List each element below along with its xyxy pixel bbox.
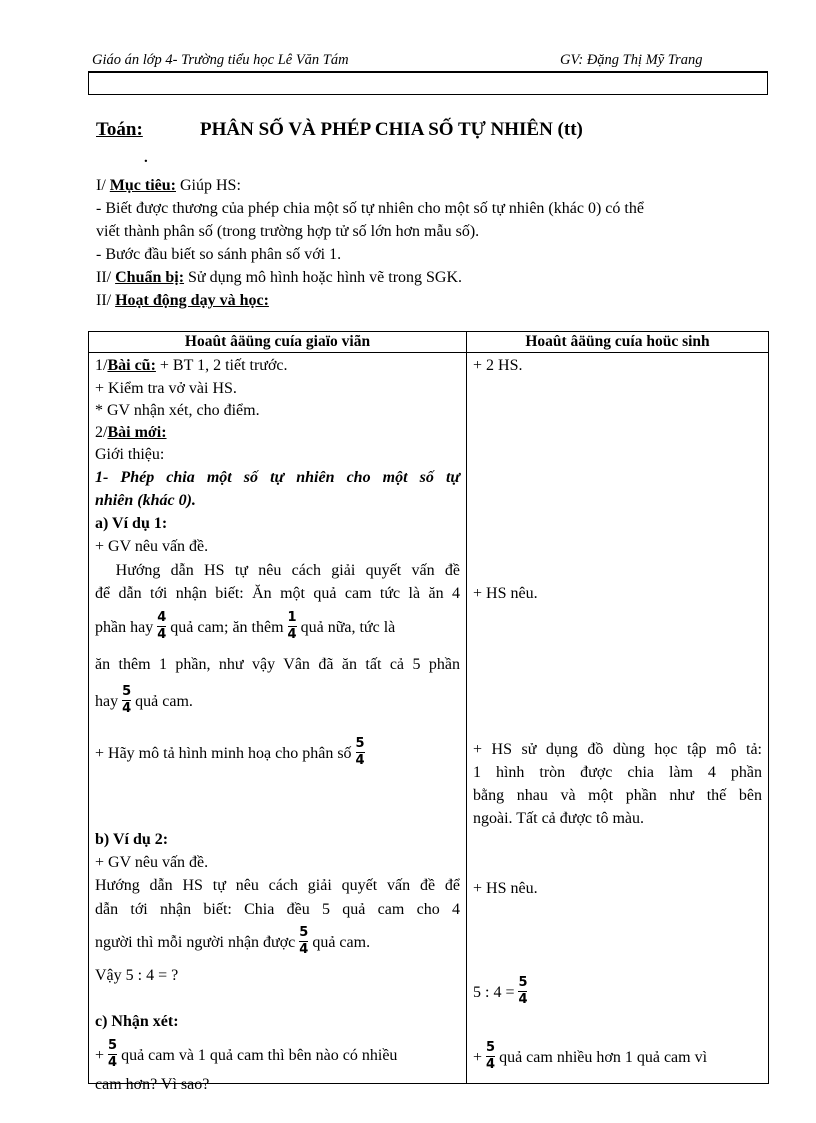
activities-line: II/ Hoạt động dạy và học: (96, 292, 269, 309)
teacher-line: ăn thêm 1 phần, như vậy Vân đã ăn tất cả 5 phần (95, 656, 460, 673)
section-heading: 1- Phép chia một số tự nhiên cho một số tự (95, 469, 460, 486)
header-right: GV: Đặng Thị Mỹ Trang (560, 52, 703, 68)
student-line: + HS nêu. (473, 880, 538, 897)
section-heading: nhiên (khác 0). (95, 492, 196, 509)
fraction: $\frac{5}{4}$ (355, 736, 365, 768)
student-column-header: Hoaût âäüng cuía hoüc sinh (467, 332, 769, 353)
teacher-line: để dẫn tới nhận biết: Ăn một quả cam tức là ăn 4 (95, 585, 460, 602)
teacher-line: + GV nêu vấn đề. (95, 854, 209, 871)
fraction: $\frac{5}{4}$ (486, 1040, 496, 1072)
preparation-line: II/ Chuẩn bị: Sử dụng mô hình hoặc hình vẽ trong SGK. (96, 269, 463, 286)
example-heading: a) Ví dụ 1: (95, 515, 168, 532)
teacher-line: người thì mỗi người nhận được $\frac{5}{4}$ quả cam. (95, 925, 371, 957)
teacher-line: 2/Bài mới: (95, 424, 167, 441)
student-line: + $\frac{5}{4}$ quả cam nhiều hơn 1 quả cam vì (473, 1040, 708, 1072)
activities-label: Hoạt động dạy và học: (115, 292, 269, 309)
teacher-cell (89, 353, 467, 1093)
objective-1a: - Biết được thương của phép chia một số tự nhiên cho một số tự nhiên (khác 0) có thể (96, 200, 644, 217)
fraction: $\frac{5}{4}$ (518, 975, 528, 1007)
preparation-label: Chuẩn bị: (115, 269, 185, 286)
teacher-line: + Hãy mô tả hình minh hoạ cho phân số $\frac{5}{4}$ (95, 736, 365, 768)
header-box (88, 72, 768, 95)
intro-section (96, 174, 756, 312)
fraction: $\frac{5}{4}$ (108, 1038, 118, 1070)
objective-2: - Bước đầu biết so sánh phân số với 1. (96, 246, 342, 263)
student-line: 5 : 4 = $\frac{5}{4}$ (473, 975, 528, 1007)
student-line: + 2 HS. (473, 357, 523, 374)
title-text: PHÂN SỐ VÀ PHÉP CHIA SỐ TỰ NHIÊN (tt) (200, 119, 583, 140)
fraction: $\frac{4}{4}$ (157, 610, 167, 642)
objectives-line: I/ Mục tiêu: Giúp HS: (96, 177, 241, 194)
student-line: + HS sử dụng đồ dùng học tập mô tả: (473, 741, 762, 758)
teacher-line: Hướng dẫn HS tự nêu cách giải quyết vấn đề (95, 562, 460, 579)
teacher-line: dẫn tới nhận biết: Chia đều 5 quả cam cho 4 (95, 901, 460, 918)
fraction: $\frac{5}{4}$ (299, 925, 309, 957)
subject-label: Toán: (96, 119, 143, 140)
student-line: + HS nêu. (473, 585, 538, 602)
teacher-line: phần hay $\frac{4}{4}$ quả cam; ăn thêm $\frac{1}{4}$ quả nữa, tức là (95, 610, 396, 642)
example-heading: c) Nhận xét: (95, 1013, 179, 1030)
teacher-line: * GV nhận xét, cho điểm. (95, 402, 260, 419)
student-line: 1 hình tròn được chia làm 4 phần (473, 764, 762, 781)
page-header (88, 52, 768, 72)
teacher-line: + $\frac{5}{4}$ quả cam và 1 quả cam thì bên nào có nhiều (95, 1038, 398, 1070)
teacher-line: cam hơn? Vì sao? (95, 1076, 210, 1093)
teacher-line: 1/Bài cũ: + BT 1, 2 tiết trước. (95, 357, 288, 374)
example-heading: b) Ví dụ 2: (95, 831, 169, 848)
header-left: Giáo án lớp 4- Trường tiểu học Lê Văn Tám (92, 52, 349, 68)
fraction: $\frac{1}{4}$ (287, 610, 297, 642)
teacher-line: Giới thiệu: (95, 446, 165, 463)
teacher-line: hay $\frac{5}{4}$ quả cam. (95, 684, 193, 716)
teacher-column-header: Hoaût âäüng cuía giaïo viãn (89, 332, 467, 353)
teacher-line: + GV nêu vấn đề. (95, 538, 209, 555)
fraction: $\frac{5}{4}$ (122, 684, 132, 716)
student-line: bằng nhau và một phần như thế bên (473, 787, 762, 804)
student-cell (467, 353, 769, 1084)
objectives-label: Mục tiêu: (109, 177, 176, 194)
teacher-line: Vậy 5 : 4 = ? (95, 967, 179, 984)
activities-table (88, 331, 769, 1093)
student-line: ngoài. Tất cả được tô màu. (473, 810, 645, 827)
teacher-line: Hướng dẫn HS tự nêu cách giải quyết vấn đề để (95, 877, 460, 894)
lesson-title (96, 119, 756, 141)
objective-1b: viết thành phân số (trong trường hợp tử số lớn hơn mẫu số). (96, 223, 480, 240)
title-dot: . (144, 150, 148, 166)
teacher-line: + Kiểm tra vở vài HS. (95, 380, 237, 397)
